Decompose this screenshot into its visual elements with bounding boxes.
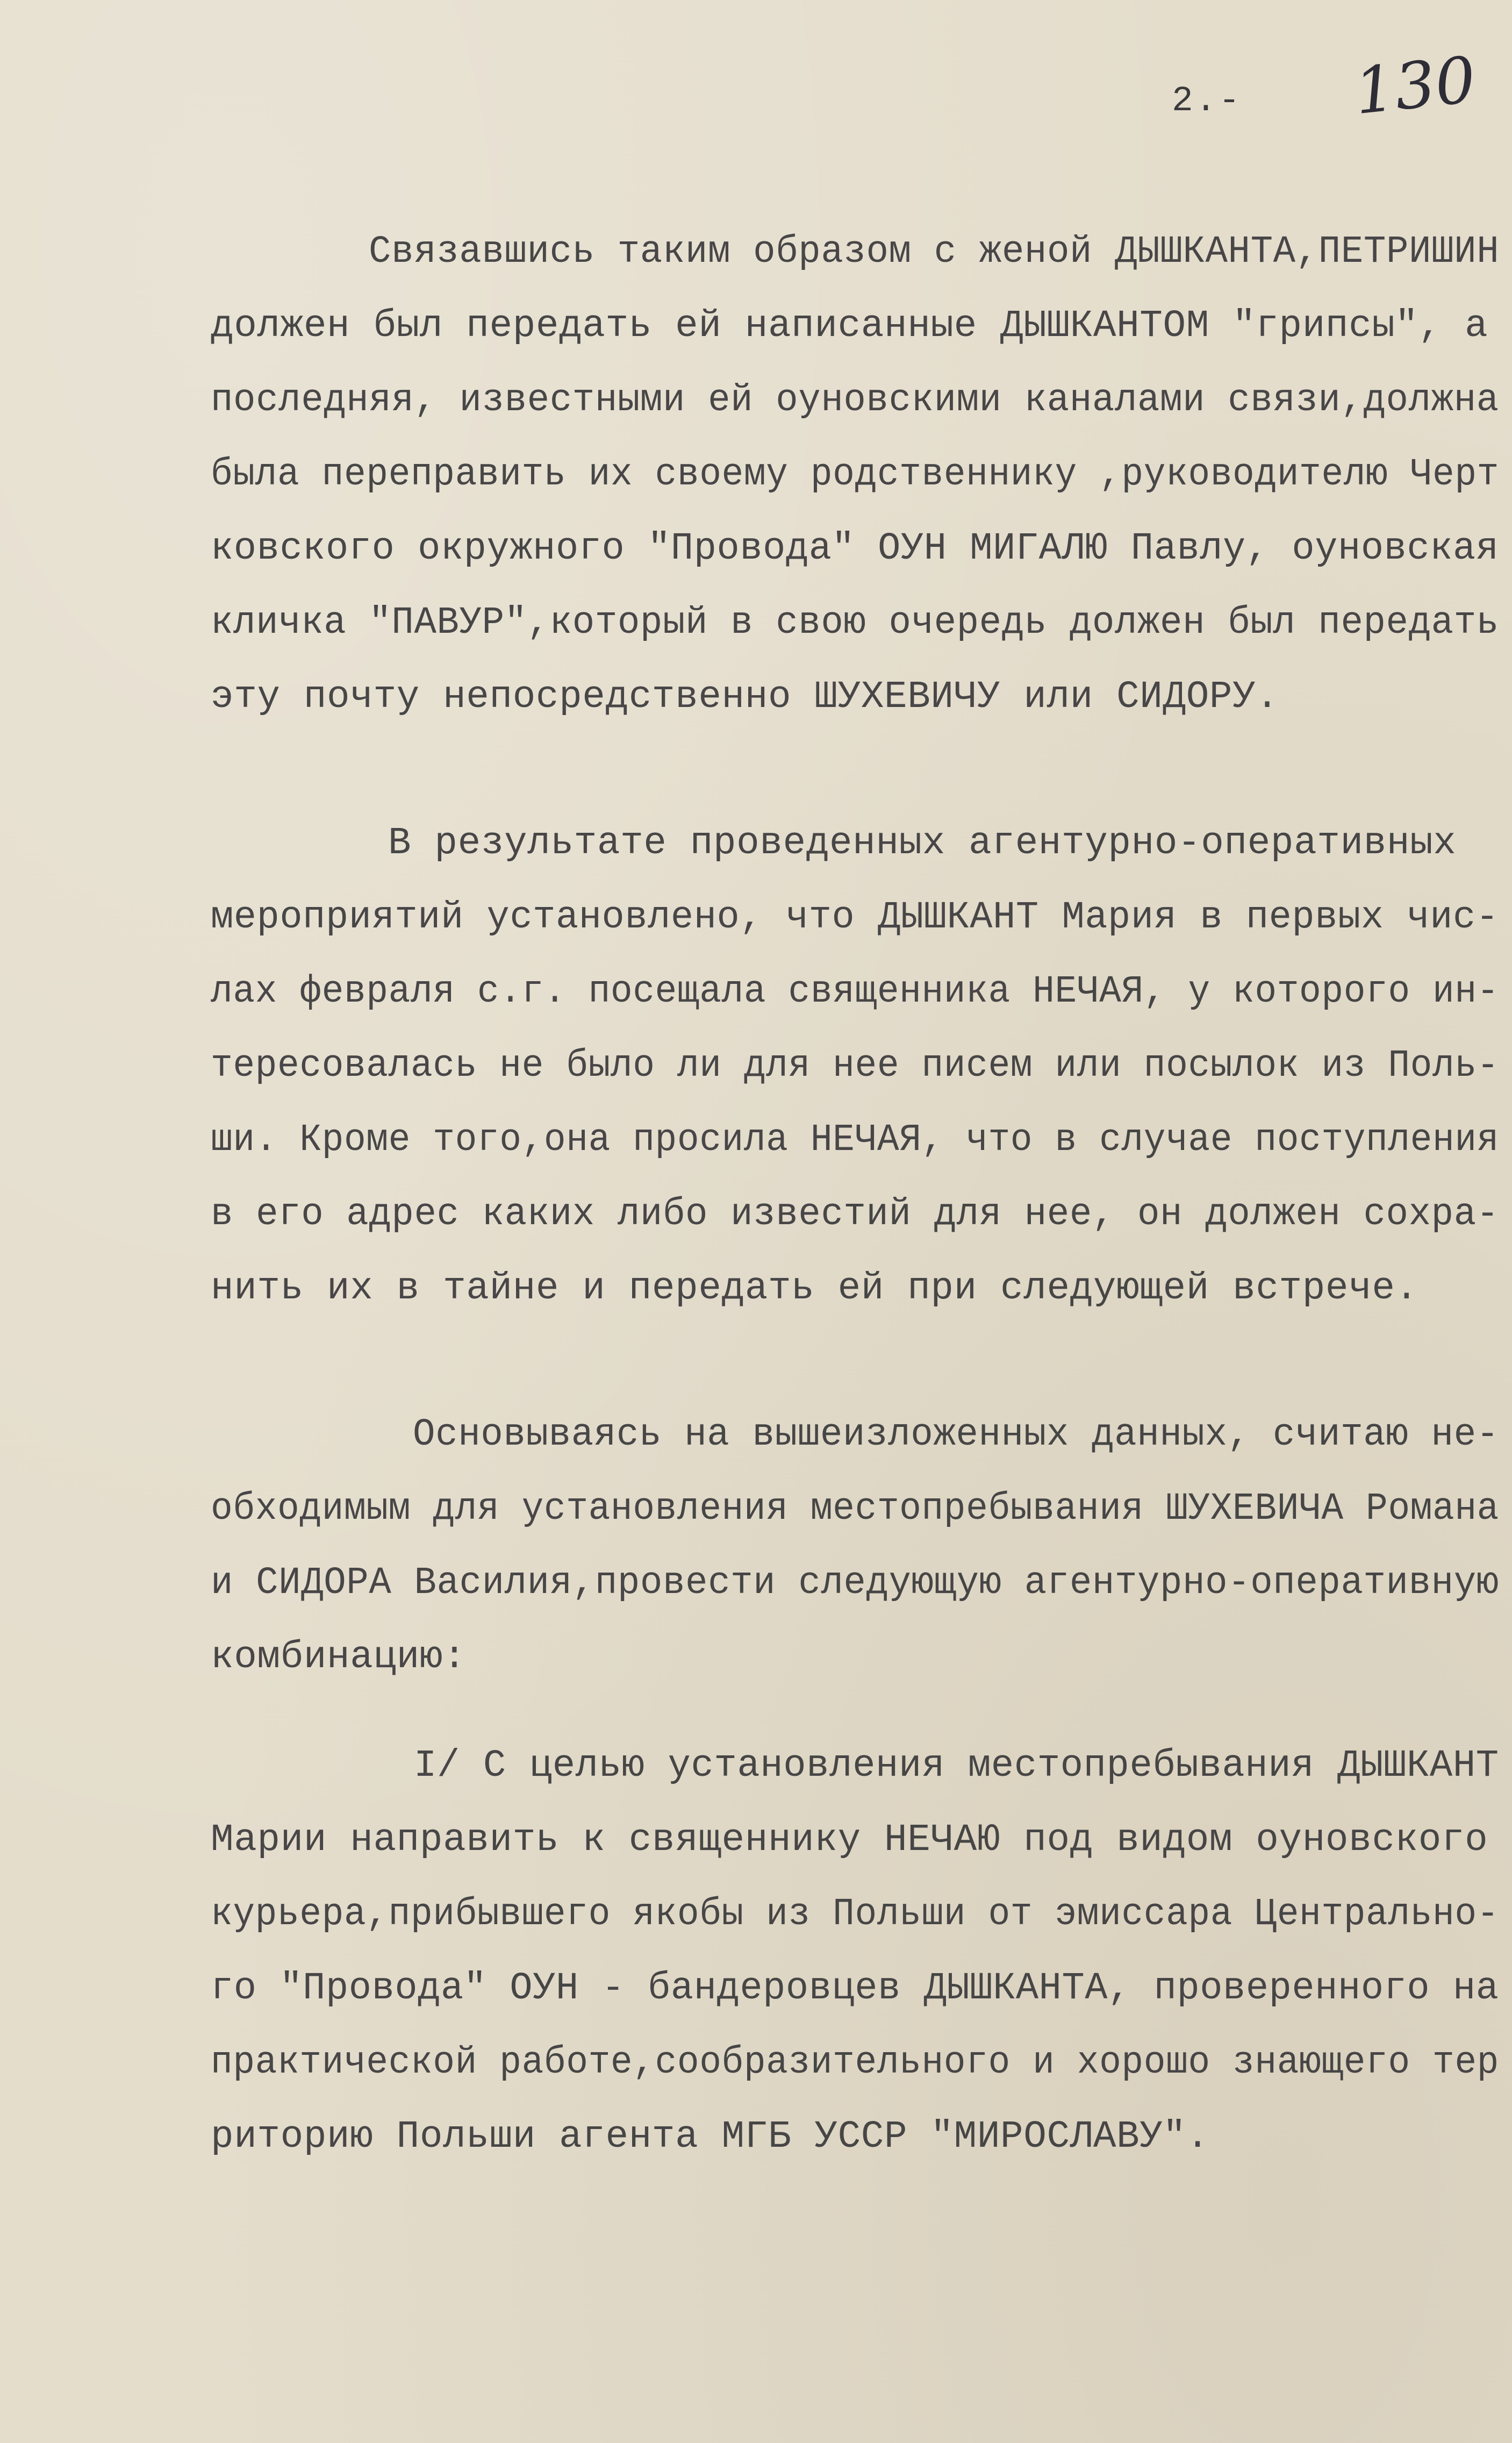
handwritten-archive-number: 130 xyxy=(1351,42,1479,129)
paragraph-line: Связавшись таким образом с женой ДЫШКАНТА,ПЕТРИШИН xyxy=(369,231,1500,274)
paragraph-line: была переправить их своему родственнику ,руководителю Черт xyxy=(211,453,1500,496)
page-number: 2.- xyxy=(1172,81,1242,121)
paragraph-line: риторию Польши агента МГБ УССР "МИРОСЛАВУ". xyxy=(211,2116,1209,2159)
paragraph-line: практической работе,сообразительного и хорошо знающего тер xyxy=(211,2041,1500,2084)
paragraph-line: лах февраля с.г. посещала священника НЕЧАЯ, у которого ин- xyxy=(211,970,1500,1013)
paragraph-line: Марии направить к священнику НЕЧАЮ под видом оуновского xyxy=(211,1819,1488,1862)
paragraph-line: ковского окружного "Провода" ОУН МИГАЛЮ Павлу, оуновская xyxy=(211,527,1499,570)
paragraph-line: го "Провода" ОУН - бандеровцев ДЫШКАНТА, проверенного на xyxy=(211,1967,1499,2010)
paragraph-line: ши. Кроме того,она просила НЕЧАЯ, что в случае поступления xyxy=(211,1119,1500,1162)
paragraph-line: курьера,прибывшего якобы из Польши от эмиссара Центрально- xyxy=(211,1893,1500,1936)
paragraph-line: Основываясь на вышеизложенных данных, считаю не- xyxy=(413,1413,1499,1456)
paragraph-line: обходимым для установления местопребывания ШУХЕВИЧА Романа xyxy=(211,1488,1500,1531)
paragraph-line: в его адрес каких либо известий для нее, он должен сохра- xyxy=(211,1193,1499,1236)
paragraph-line: должен был передать ей написанные ДЫШКАНТОМ "грипсы", а xyxy=(211,305,1488,348)
paragraph-line: комбинацию: xyxy=(211,1636,467,1679)
paragraph-line: тересовалась не было ли для нее писем или посылок из Поль- xyxy=(211,1045,1500,1088)
paragraph-line: последняя, известными ей оуновскими каналами связи,должна xyxy=(211,379,1499,422)
paragraph-line: I/ С целью установления местопребывания ДЫШКАНТ xyxy=(414,1745,1499,1788)
paragraph-line: эту почту непосредственно ШУХЕВИЧУ или СИДОРУ. xyxy=(211,676,1279,719)
paragraph-line: и СИДОРА Василия,провести следующую агентурно-оперативную xyxy=(211,1562,1499,1605)
paragraph-line: нить их в тайне и передать ей при следующей встрече. xyxy=(211,1267,1418,1310)
paragraph-line: кличка "ПАВУР",который в свою очередь должен был передать xyxy=(211,602,1499,645)
paragraph-line: В результате проведенных агентурно-оперативных xyxy=(388,822,1457,865)
paragraph-line: мероприятий установлено, что ДЫШКАНТ Мария в первых чис- xyxy=(211,896,1499,939)
